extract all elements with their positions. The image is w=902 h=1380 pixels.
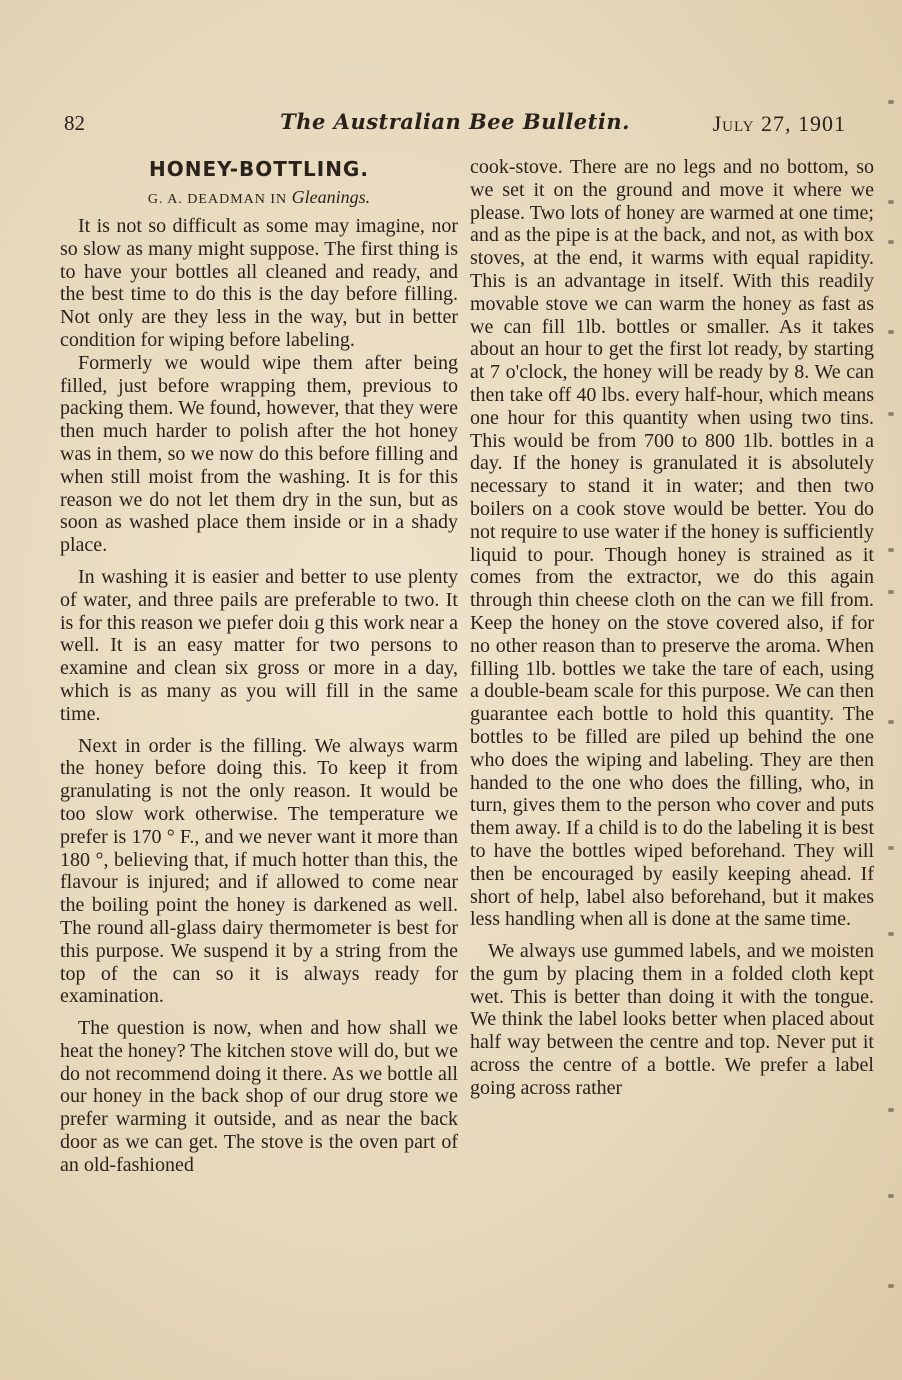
byline [60, 186, 458, 211]
paragraph: The question is now, when and how shall we heat the honey? The kitchen stove will do, but we do not recommend doing it there. As we bottle all our honey in the back shop of our drug store we prefer warming it outside, and as near the back door as we can get. The stove is the oven part of an old-fashioned [60, 1017, 458, 1176]
paragraph: cook-stove. There are no legs and no bottom, so we set it on the ground and move it where we please. Two lots of honey are warmed at one time; and as the pipe is at the back, and not, as with box stoves, at the end, it warms with equal rapidity. This is an advantage in itself. With this readily movable stove we can warm the honey as fast as we can fill 1lb. bottles or smaller. As it takes about an hour to get the first lot ready, by starting at 7 o'clock, the honey will be ready by 8. We can then take off 40 lbs. every half-hour, which means one hour for this quantity when using two tins. This would be from 700 to 800 1lb. bottles in a day. If the honey is granulated it is absolutely necessary to stand it in water; and then two boilers on a cook stove would be better. You do not require to use water if the honey is sufficiently liquid to pour. Though honey is strained as it comes from the extractor, we do this again through thin cheese cloth on the can we fill from. Keep the honey on the stove covered also, if for no other reason than to preserve the aroma. When filling 1lb. bottles we take the tare of each, using a double-beam scale for this purpose. We can then guarantee each bottle to hold this quantity. The bottles to be filled are piled up behind the one who does the wiping and labeling. They are then handed to the one who does the filling, who, in turn, gives them to the person who cover and puts them away. If a child is to do the labeling it is best to have the bottles wiped beforehand. They will then be encouraged by easily keeping ahead. If short of help, label also beforehand, but it makes less handling when all is done at the same time. [470, 156, 874, 931]
paragraph: We always use gummed labels, and we moisten the gum by placing them in a folded cloth kept wet. This is better than doing it with the tongue. We think the label looks better when placed about half way between the centre and top. Never put it across the centre of a bottle. We prefer a label going across rather [470, 940, 874, 1099]
margin-mark [888, 412, 894, 416]
margin-mark [888, 1108, 894, 1112]
margin-mark [888, 100, 894, 104]
paragraph: Next in order is the filling. We always warm the honey before doing this. To keep it from granulating is not the only reason. It would be too slow work otherwise. The temperature we prefer is 170 ° F., and we never want it more than 180 °, believing that, if much hotter than this, the flavour is injured; and if allowed to come near the boiling point the honey is darkened as well. The round all-glass dairy thermometer is best for this purpose. We suspend it by a string from the top of the can so it is always ready for examination. [60, 734, 458, 1008]
margin-mark [888, 330, 894, 334]
margin-mark [888, 590, 894, 594]
paragraph: In washing it is easier and better to use plenty of water, and three pails are preferable to two. It is for this reason we pıefer doiı g this work near a well. It is an easy matter for two persons to examine and clean six gross or more in a day, which is as many as you will fill in the same time. [60, 565, 458, 725]
article-title: HONEY-BOTTLING. [149, 157, 369, 181]
paragraph: It is not so difficult as some may imagine, nor so slow as many might suppose. The first thing is to have your bottles all cleaned and ready, and the best time to do this is the day before filling. Not only are they less in the way, but in better condition for wiping before labeling. [60, 215, 458, 351]
page-number: 82 [64, 111, 85, 135]
byline-source: Gleanings. [291, 187, 371, 207]
margin-mark [888, 720, 894, 724]
issue-date: July 27, 1901 [712, 111, 846, 136]
margin-mark [888, 846, 894, 850]
margin-marks [874, 0, 900, 1380]
margin-mark [888, 1194, 894, 1198]
margin-mark [888, 200, 894, 204]
journal-title: The Australian Bee Bulletin. [280, 109, 630, 134]
page-header [64, 111, 846, 141]
margin-mark [888, 932, 894, 936]
margin-mark [888, 548, 894, 552]
paragraph: Formerly we would wipe them after being filled, just before wrapping them, previous to packing them. We found, however, that they were then much harder to polish after the hot honey was in them, so we now do this before filling and when still moist from the washing. It is for this reason we do not let them dry in the sun, but as soon as washed place them inside or in a shady place. [60, 351, 458, 557]
left-column [60, 156, 458, 1177]
right-column [470, 156, 874, 1100]
margin-mark [888, 1284, 894, 1288]
byline-author: G. A. DEADMAN IN [147, 192, 288, 207]
margin-mark [888, 240, 894, 244]
